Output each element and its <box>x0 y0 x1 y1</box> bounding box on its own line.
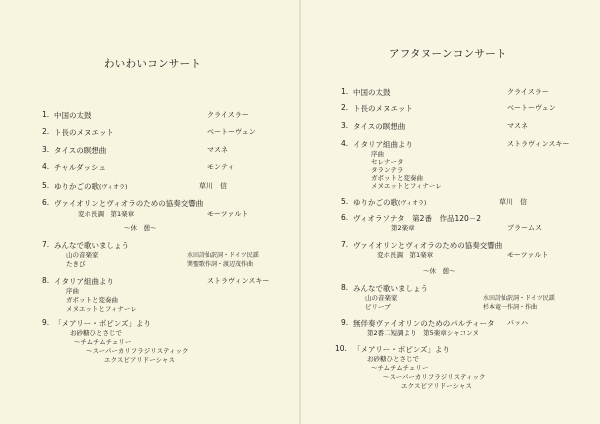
right-item-7-movement: 変ホ長調 第1楽章 <box>377 251 434 259</box>
right-item-9-number: 9. <box>341 318 349 327</box>
right-item-10-song-4: エクスピアリドーシャス <box>401 382 472 390</box>
left-item-7-title: みんなで歌いましょう <box>54 241 129 250</box>
right-item-4-movement-4: ガボットと変奏曲 <box>371 174 423 182</box>
left-item-9-song-2: ～チムチムチェリー <box>74 338 132 346</box>
left-page <box>0 0 299 424</box>
right-item-4-movement-2: セレナータ <box>371 158 404 166</box>
left-item-2-composer: ベートーヴェン <box>207 128 256 136</box>
left-item-7-song-2-credit: 巽聖歌作詞・渡辺茂作曲 <box>187 261 254 268</box>
right-item-9-composer: バッハ <box>507 319 528 327</box>
left-item-7-number: 7. <box>42 240 50 249</box>
left-intermission: ～休 憩～ <box>124 224 157 232</box>
right-item-6-number: 6. <box>341 213 349 222</box>
left-item-2-title: ト長のメヌエット <box>54 128 114 137</box>
left-item-7-song-1: 山の音楽家 <box>66 251 99 259</box>
right-item-4-number: 4. <box>341 139 349 148</box>
right-item-1-number: 1. <box>341 87 349 96</box>
left-item-6-title: ヴァイオリンとヴィオラのための協奏交響曲 <box>54 199 204 208</box>
right-item-10-song-3: ～スーパーカリフラジリスティック <box>383 373 486 381</box>
right-item-10-title: 「メアリー・ポピンズ」より <box>353 345 450 354</box>
left-item-5-name: ゆりかごの歌 <box>54 182 99 191</box>
right-item-2-composer: ベートーヴェン <box>507 104 556 112</box>
right-item-2-title: ト長のメヌエット <box>353 104 413 113</box>
right-item-7-composer: モーツァルト <box>507 251 549 259</box>
right-item-8-song-2-credit: 杉本竜一作詞・作曲 <box>483 304 538 311</box>
left-item-1-number: 1. <box>42 110 50 119</box>
right-page <box>301 0 600 424</box>
right-item-1-title: 中国の太鼓 <box>353 88 391 97</box>
right-item-3-title: タイスの瞑想曲 <box>353 122 406 131</box>
right-item-10-number: 10. <box>335 344 347 353</box>
right-item-3-composer: マスネ <box>507 122 528 130</box>
right-item-6-movement: 第2楽章 <box>391 224 415 232</box>
left-item-3-title: タイスの瞑想曲 <box>54 146 107 155</box>
left-item-8-movement-3: メヌエットとフィナーレ <box>66 305 137 313</box>
right-item-8-song-2: ピリーブ <box>365 303 391 311</box>
left-item-9-number: 9. <box>42 318 50 327</box>
left-item-6-composer: モーツァルト <box>207 210 249 218</box>
left-item-8-number: 8. <box>42 276 50 285</box>
left-item-3-number: 3. <box>42 145 50 154</box>
left-item-3-composer: マスネ <box>207 146 228 154</box>
left-item-9-song-1: お砂糖ひとさじで <box>70 329 122 337</box>
left-item-9-title: 「メアリー・ポピンズ」より <box>54 319 151 328</box>
right-item-4-composer: ストラヴィンスキー <box>507 140 570 148</box>
right-item-5-composer: 草川 信 <box>499 198 527 206</box>
right-item-5-name: ゆりかごの歌 <box>353 198 398 207</box>
right-item-6-title: ヴィオラソナタ 第2番 作品120－2 <box>353 214 482 223</box>
right-item-10-song-1: お砂糖ひとさじで <box>367 355 419 363</box>
right-item-3-number: 3. <box>341 121 349 130</box>
right-item-7-number: 7. <box>341 240 349 249</box>
left-item-8-movement-1: 序曲 <box>66 287 79 295</box>
left-title: わいわいコンサート <box>104 58 202 70</box>
left-item-7-song-1-credit: 水田詩仙訳詞・ドイツ民謡 <box>187 252 259 259</box>
left-item-8-composer: ストラヴィンスキー <box>207 277 270 285</box>
right-item-8-song-1-credit: 水田詩仙訳詞・ドイツ民謡 <box>483 295 555 302</box>
right-item-5-note: (ヴィオラ) <box>398 200 427 207</box>
right-item-8-song-1: 山の音楽家 <box>365 294 398 302</box>
left-item-7-song-2: たきび <box>66 260 86 268</box>
left-item-6-number: 6. <box>42 198 50 207</box>
right-item-8-title: みんなで歌いましょう <box>353 284 428 293</box>
right-intermission: ～休 憩～ <box>423 267 456 275</box>
left-item-1-title: 中国の太鼓 <box>54 111 92 120</box>
right-item-9-title: 無伴奏ヴァイオリンのためのパルティータ <box>353 319 495 328</box>
left-item-4-title: チャルダッシュ <box>54 163 106 172</box>
left-item-5-note: (ヴィオラ) <box>99 184 128 191</box>
left-item-9-song-4: エクスピアリドーシャス <box>104 356 175 364</box>
left-item-5-composer: 草川 信 <box>199 182 227 190</box>
left-item-8-title: イタリア組曲より <box>54 277 114 286</box>
right-item-7-title: ヴァイオリンとヴィオラのための協奏交響曲 <box>353 241 503 250</box>
right-item-5-number: 5. <box>341 197 349 206</box>
right-item-4-movement-3: タランテラ <box>371 166 404 174</box>
right-item-4-title: イタリア組曲より <box>353 140 413 149</box>
right-item-2-number: 2. <box>341 103 349 112</box>
right-item-10-song-2: ～チムチムチェリー <box>371 364 429 372</box>
right-item-4-movement-5: メヌエットとフィナーレ <box>371 182 442 190</box>
left-item-4-composer: モンティ <box>207 163 235 171</box>
right-item-4-movement-1: 序曲 <box>371 150 384 158</box>
left-item-2-number: 2. <box>42 127 50 136</box>
right-item-6-composer: ブラームス <box>507 224 542 232</box>
left-item-6-movement: 変ホ長調 第1楽章 <box>78 210 135 218</box>
right-item-9-movement: 第2番二短調より 第5楽章シャコンヌ <box>367 329 479 337</box>
left-item-5-number: 5. <box>42 181 50 190</box>
right-title: アフタヌーンコンサート <box>389 48 507 60</box>
left-item-4-number: 4. <box>42 162 50 171</box>
left-item-9-song-3: ～スーパーカリフラジリスティック <box>86 347 189 355</box>
right-item-8-number: 8. <box>341 283 349 292</box>
right-item-5-title <box>353 197 426 208</box>
right-item-1-composer: クライスラー <box>507 88 549 96</box>
left-item-5-title <box>54 181 127 192</box>
left-item-1-composer: クライスラー <box>207 111 249 119</box>
left-item-8-movement-2: ガボットと変奏曲 <box>66 296 118 304</box>
